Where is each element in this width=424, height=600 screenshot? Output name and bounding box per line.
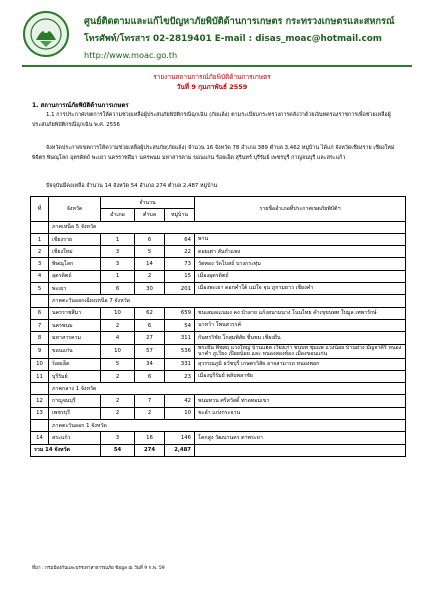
table-row (31, 432, 406, 444)
row-number: 14 (31, 432, 49, 444)
subdistrict-count: 14 (135, 258, 165, 270)
header-village: หมู่บ้าน (165, 209, 195, 221)
paragraph-provinces: จังหวัดประกาศเขตการให้ความช่วยเหลือผู้ประสบภัย(ภัยแล้ง) จำนวน 16 จังหวัด 78 อำเภอ 389 ตำบล 3,462 หมู่บ้าน ได้แก่ จังหวัดเชียงราย เชียงใหม่ พิจิตร พิษณุโลก อุตรดิตถ์ พะเยา นครราชสีมา นครพนม มหาสารคาม ขอนแก่น ร้อยเอ็ด สุรินทร์ บุรีรัมย์ เพชรบุรี กาญจนบุรี และสระแก้ว (32, 145, 395, 161)
letterhead (22, 10, 412, 66)
row-number: 5 (31, 283, 49, 295)
district-count: 10 (101, 344, 135, 358)
village-count: 659 (165, 307, 195, 319)
region-row (31, 295, 406, 307)
district-count: 2 (101, 407, 135, 419)
organization-name: ศูนย์ติดตามและแก้ไขปัญหาภัยพิบัติด้านการเกษตร กระทรวงเกษตรและสหกรณ์ (84, 16, 395, 27)
district-list: ดอยเต่า สันกำแพง (195, 246, 406, 258)
subdistrict-count: 62 (135, 307, 165, 319)
subdistrict-count: 16 (135, 432, 165, 444)
district-list: เมืองพะเยา ดอกคำใต้ แม่ใจ จุน ภูกามยาว เชียงคำ (195, 283, 406, 295)
district-count: 3 (101, 246, 135, 258)
table-row (31, 358, 406, 370)
subdistrict-count: 2 (135, 407, 165, 419)
header-province: จังหวัด (49, 197, 101, 222)
district-list: พระยืน พืชสฤ แวงใหญ่ บ้านแฮด เวียงเก่า ชนบท ชุมแพ แวงน้อย บ้านฝาง มัญจาคีรี หนองนาคำ ภูเวียง เปือยน้อย และ หนองสองห้อง เมืองขอนแก่น (195, 344, 406, 358)
region-label: ภาคเหนือ 5 จังหวัด (49, 221, 406, 233)
table-row (31, 395, 406, 407)
row-number: 9 (31, 344, 49, 358)
province-name: สระแก้ว (49, 432, 101, 444)
table-row (31, 319, 406, 331)
district-count: 2 (101, 370, 135, 382)
province-name: นครราชสีมา (49, 307, 101, 319)
region-row (31, 221, 406, 233)
row-number: 11 (31, 370, 49, 382)
table-row (31, 344, 406, 358)
subdistrict-count: 2 (135, 270, 165, 282)
header-list: รายชื่ออำเภอที่ประกาศเขตภัยพิบัติฯ (195, 197, 406, 222)
village-count: 331 (165, 358, 195, 370)
row-number: 4 (31, 270, 49, 282)
village-count: 42 (165, 395, 195, 407)
province-name: บุรีรัมย์ (49, 370, 101, 382)
region-row (31, 420, 406, 432)
total-subdistrict: 274 (135, 444, 165, 456)
header-district: อำเภอ (101, 209, 135, 221)
district-list: วัดทอง วัดโบสถ์ บางกระทุ่ม (195, 258, 406, 270)
province-name: นครพนม (49, 319, 101, 331)
province-name: ขอนแก่น (49, 344, 101, 358)
province-name: มหาสารคาม (49, 332, 101, 344)
region-label: ภาคตะวันออกเฉียงเหนือ 7 จังหวัด (49, 295, 406, 307)
section-heading: 1. สถานการณ์ภัยพิบัติด้านการเกษตร (32, 102, 129, 109)
total-village: 2,487 (165, 444, 195, 456)
subdistrict-count: 27 (135, 332, 165, 344)
district-count: 2 (101, 395, 135, 407)
district-count: 3 (101, 258, 135, 270)
disaster-table (30, 196, 406, 457)
header-divider (22, 65, 412, 67)
header-subdistrict: ตำบล (135, 209, 165, 221)
village-count: 536 (165, 344, 195, 358)
district-list: ชะอำ แก่งกระจาน (195, 407, 406, 419)
table-row (31, 332, 406, 344)
subdistrict-count: 6 (135, 319, 165, 331)
row-number: 3 (31, 258, 49, 270)
table-row (31, 283, 406, 295)
paragraph-declaration: 1.1 การประกาศเขตการให้ความช่วยเหลือผู้ประสบภัยพิบัติกรณีฉุกเฉิน (ภัยแล้ง) ตามระเบียบกระทรวงการคลังว่าด้วยเงินทดรองราชการเพื่อช่วยเหลือผู้ประสบภัยพิบัติกรณีฉุกเฉิน พ.ศ. 2556 (32, 112, 391, 128)
village-count: 311 (165, 332, 195, 344)
row-number: 12 (31, 395, 49, 407)
subdistrict-count: 7 (135, 395, 165, 407)
district-list: สุวรรณภูมิ ธวัชบุรี เกษตรวิสัย อาจสามารถ หนองพอก (195, 358, 406, 370)
village-count: 146 (165, 432, 195, 444)
paragraph-remaining: ปัจจุบันมีคงเหลือ จำนวน 14 จังหวัด 54 อำเภอ 274 ตำบล 2,487 หมู่บ้าน (46, 183, 218, 189)
district-list: เมืองบุรีรัมย์ พลับพลาชัย (195, 370, 406, 382)
province-name: เชียงใหม่ (49, 246, 101, 258)
table-row (31, 370, 406, 382)
source-note: ที่มา : กรมป้องกันและบรรเทาสาธารณภัย ข้อมูล ณ วันที่ 9 ก.พ. 59 (32, 566, 165, 571)
district-list: กันทรวิชัย โกสุมพิสัย ชื่นชม เชียงยืน (195, 332, 406, 344)
region-row (31, 383, 406, 395)
total-district: 54 (101, 444, 135, 456)
district-count: 5 (101, 358, 135, 370)
subdistrict-count: 6 (135, 233, 165, 245)
subdistrict-count: 30 (135, 283, 165, 295)
province-name: พะเยา (49, 283, 101, 295)
village-count: 22 (165, 246, 195, 258)
row-number: 6 (31, 307, 49, 319)
region-label: ภาคตะวันออก 1 จังหวัด (49, 420, 406, 432)
subdistrict-count: 5 (135, 246, 165, 258)
district-count: 2 (101, 319, 135, 331)
table-row (31, 270, 406, 282)
website-link[interactable]: http://www.moac.go.th (84, 50, 178, 60)
report-title: รายงานสถานการณ์ภัยพิบัติด้านการเกษตร (153, 73, 271, 81)
region-label: ภาคกลาง 1 จังหวัด (49, 383, 406, 395)
district-list: โคกสูง วัฒนานคร ตาพระยา (195, 432, 406, 444)
district-count: 1 (101, 233, 135, 245)
ministry-logo-icon (22, 10, 70, 58)
village-count: 54 (165, 319, 195, 331)
province-name: เพชรบุรี (49, 407, 101, 419)
row-number: 13 (31, 407, 49, 419)
table-row (31, 307, 406, 319)
district-count: 6 (101, 283, 135, 295)
province-name: เชียงราย (49, 233, 101, 245)
district-count: 3 (101, 432, 135, 444)
row-number: 8 (31, 332, 49, 344)
district-count: 1 (101, 270, 135, 282)
table-row (31, 407, 406, 419)
row-number: 2 (31, 246, 49, 258)
district-list: ชนเสมอแเนมง คง บัวลาย แก้งสนามนาง โนนไทย คำเขุขนพท ใบมูล เทพารักษ์ (195, 307, 406, 319)
report-date: วันที่ 9 กุมภาพันธ์ 2559 (176, 83, 248, 91)
district-list: นาหว้า โพนสวรรค์ (195, 319, 406, 331)
village-count: 10 (165, 407, 195, 419)
subdistrict-count: 34 (135, 358, 165, 370)
province-name: ร้อยเอ็ด (49, 358, 101, 370)
header-count: จำนวน (101, 197, 195, 209)
table-row (31, 233, 406, 245)
contact-info: โทรศัพท์/โทรสาร 02-2819401 E-mail : disas_moac@hotmail.com (84, 34, 382, 44)
village-count: 23 (165, 370, 195, 382)
table-row (31, 258, 406, 270)
district-count: 10 (101, 307, 135, 319)
district-count: 4 (101, 332, 135, 344)
province-name: อุตรดิตถ์ (49, 270, 101, 282)
subdistrict-count: 6 (135, 370, 165, 382)
village-count: 64 (165, 233, 195, 245)
row-number: 1 (31, 233, 49, 245)
village-count: 73 (165, 258, 195, 270)
village-count: 15 (165, 270, 195, 282)
subdistrict-count: 57 (135, 344, 165, 358)
header-no: ที่ (31, 197, 49, 222)
row-number: 7 (31, 319, 49, 331)
province-name: พิษณุโลก (49, 258, 101, 270)
total-label: รวม 14 จังหวัด (31, 444, 101, 456)
province-name: กาญจนบุรี (49, 395, 101, 407)
village-count: 201 (165, 283, 195, 295)
total-row (31, 444, 406, 456)
district-list: พนมทวน ศรีสวัสดิ์ ท่าอทอมเขา (195, 395, 406, 407)
row-number: 10 (31, 358, 49, 370)
district-list: เมืองอุตรดิตถ์ (195, 270, 406, 282)
table-row (31, 246, 406, 258)
district-list: พาน (195, 233, 406, 245)
